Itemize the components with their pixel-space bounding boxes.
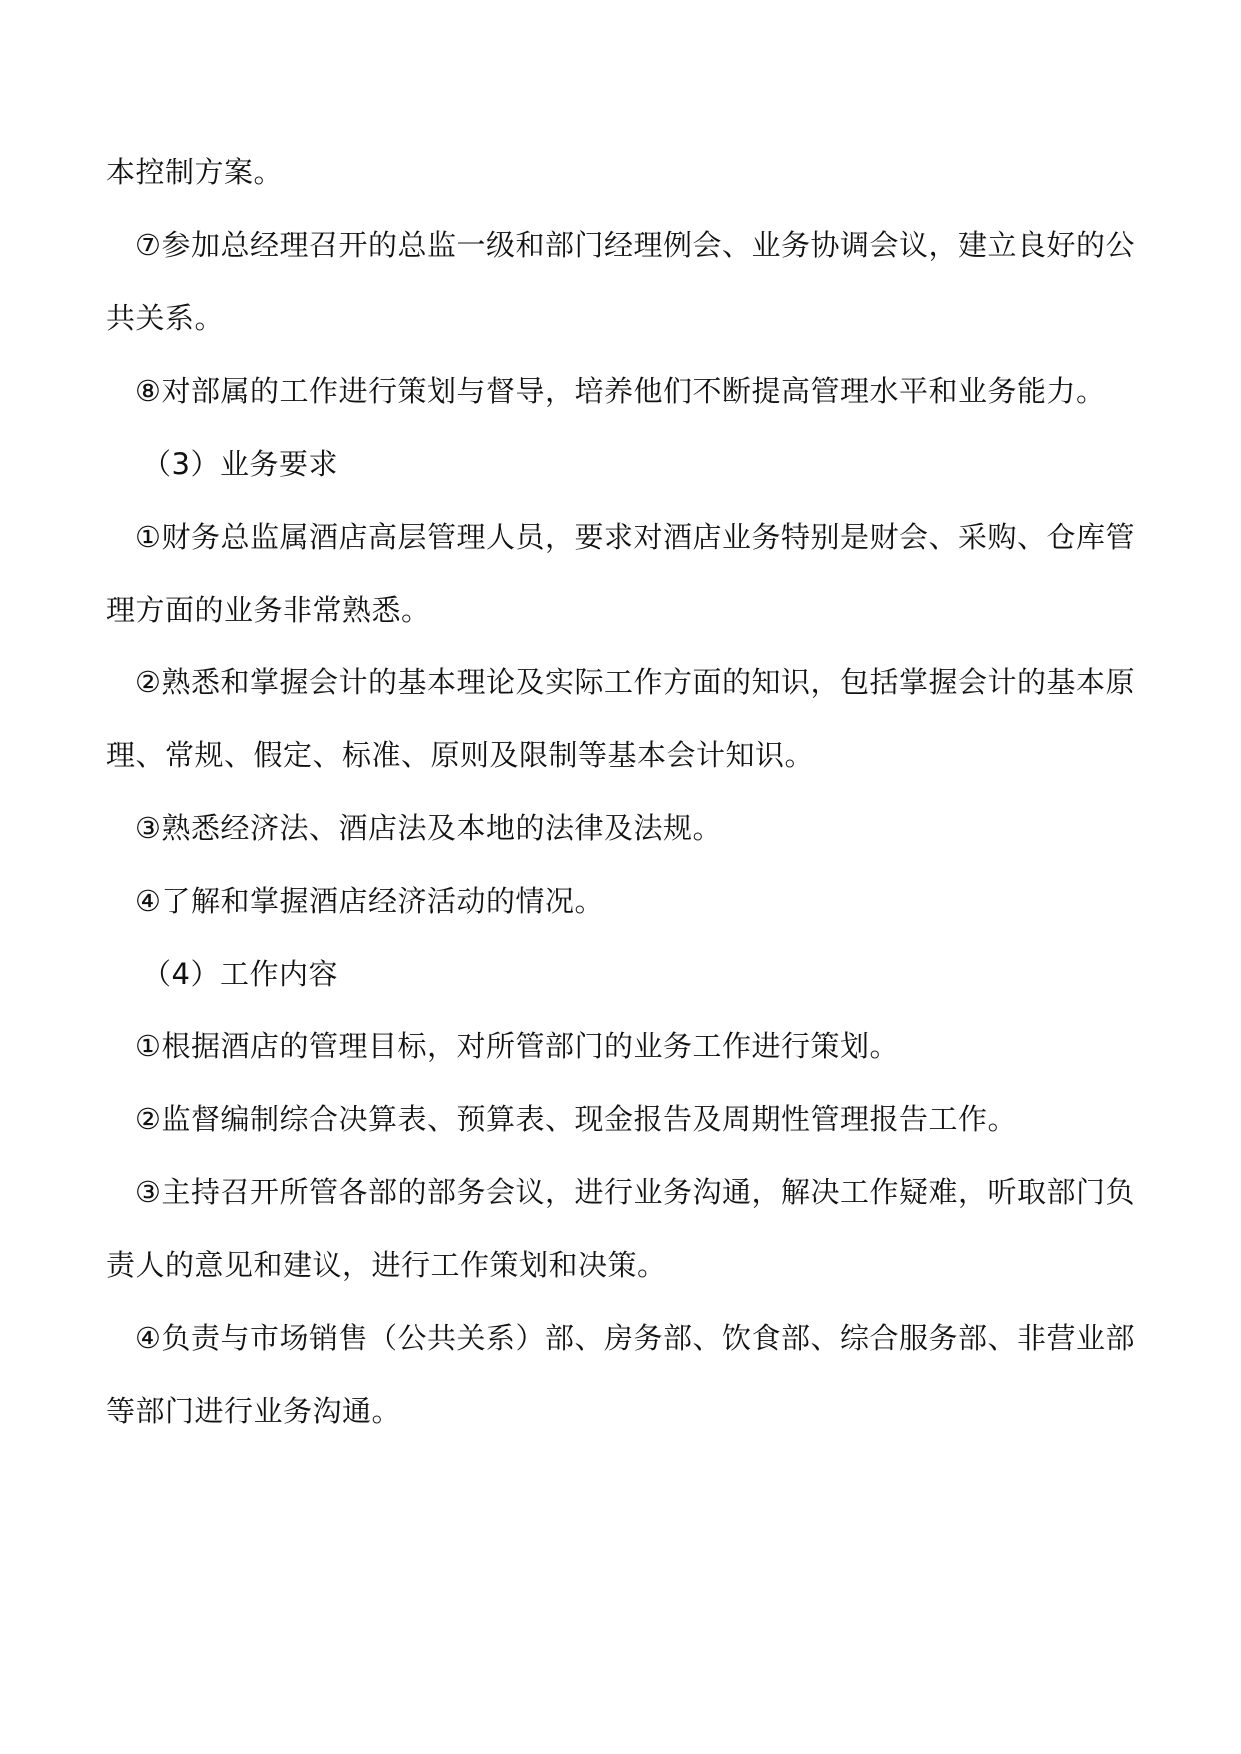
text-line: 本控制方案。 — [106, 155, 284, 189]
section-heading: （4）工作内容 — [142, 957, 338, 991]
text-line: ①根据酒店的管理目标，对所管部门的业务工作进行策划。 — [135, 1029, 899, 1063]
text-line: ④负责与市场销售（公共关系）部、房务部、饮食部、综合服务部、非营业部 — [135, 1321, 1135, 1355]
text-line: ②熟悉和掌握会计的基本理论及实际工作方面的知识，包括掌握会计的基本原 — [135, 665, 1135, 699]
text-line: 理、常规、假定、标准、原则及限制等基本会计知识。 — [106, 738, 815, 772]
text-line: 共关系。 — [106, 301, 225, 335]
section-heading: （3）业务要求 — [142, 447, 338, 481]
text-line: ⑦参加总经理召开的总监一级和部门经理例会、业务协调会议，建立良好的公 — [135, 228, 1135, 262]
text-line: 理方面的业务非常熟悉。 — [106, 593, 431, 627]
text-line: ①财务总监属酒店高层管理人员，要求对酒店业务特别是财会、采购、仓库管 — [135, 520, 1135, 554]
text-line: ②监督编制综合决算表、预算表、现金报告及周期性管理报告工作。 — [135, 1102, 1017, 1136]
text-line: ③熟悉经济法、酒店法及本地的法律及法规。 — [135, 811, 722, 845]
text-line: ④了解和掌握酒店经济活动的情况。 — [135, 884, 604, 918]
text-line: ③主持召开所管各部的部务会议，进行业务沟通，解决工作疑难，听取部门负 — [135, 1175, 1135, 1209]
text-line: 责人的意见和建议，进行工作策划和决策。 — [106, 1248, 667, 1282]
text-line: ⑧对部属的工作进行策划与督导，培养他们不断提高管理水平和业务能力。 — [135, 374, 1106, 408]
text-line: 等部门进行业务沟通。 — [106, 1394, 402, 1428]
